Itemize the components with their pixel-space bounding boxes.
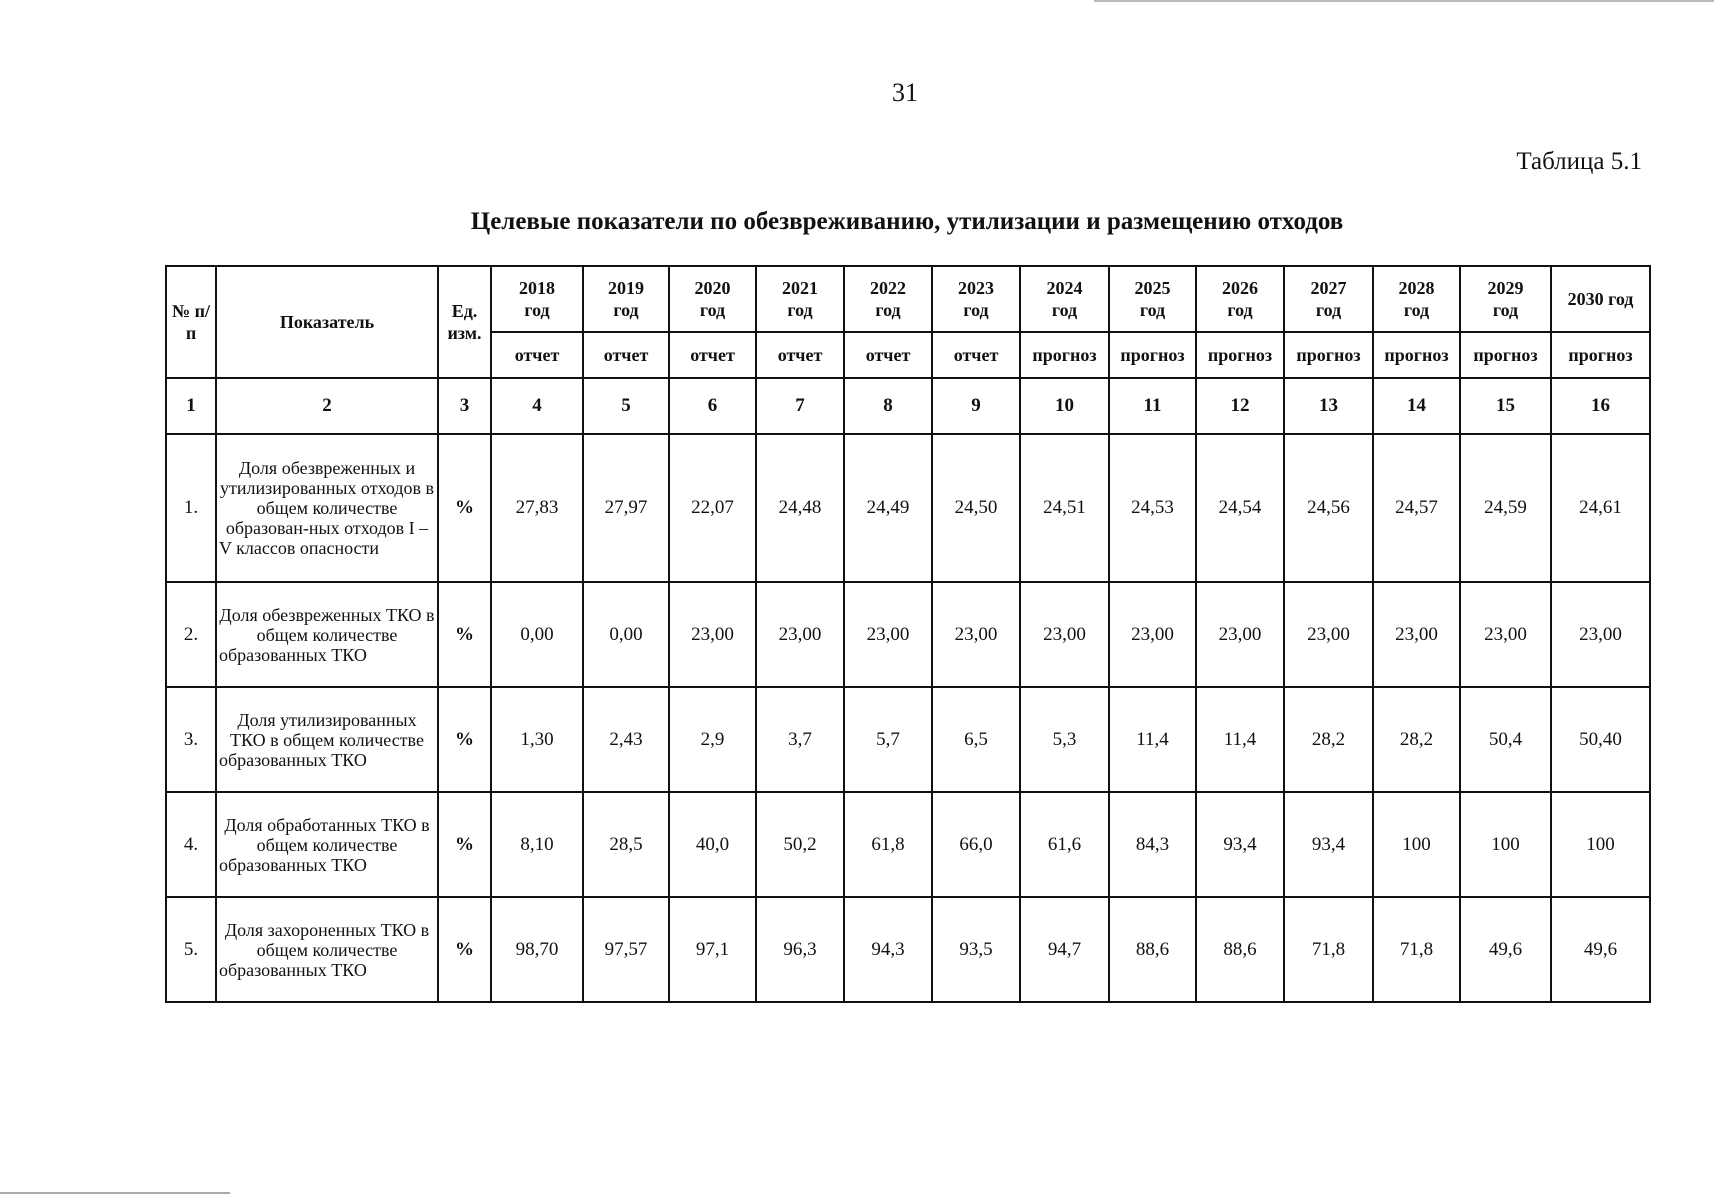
- header-year-type: отчет: [491, 332, 583, 378]
- value-cell: 23,00: [1284, 582, 1373, 687]
- column-number: 3: [438, 378, 491, 434]
- column-number: 8: [844, 378, 932, 434]
- header-year-type: прогноз: [1373, 332, 1460, 378]
- column-number: 16: [1551, 378, 1650, 434]
- value-cell: 24,54: [1196, 434, 1284, 582]
- value-cell: 3,7: [756, 687, 844, 792]
- value-cell: 71,8: [1284, 897, 1373, 1002]
- indicator-name: Доля обезвреженных ТКО в общем количестве образованных ТКО: [216, 582, 438, 687]
- value-cell: 27,97: [583, 434, 669, 582]
- header-year: 2024 год: [1020, 266, 1109, 332]
- header-year-type: отчет: [583, 332, 669, 378]
- scan-bottom-rule: [0, 1192, 230, 1194]
- value-cell: 28,2: [1373, 687, 1460, 792]
- column-number: 7: [756, 378, 844, 434]
- value-cell: 23,00: [932, 582, 1020, 687]
- header-indicator: Показатель: [216, 266, 438, 378]
- header-year: 2026 год: [1196, 266, 1284, 332]
- value-cell: 2,43: [583, 687, 669, 792]
- header-year-type: прогноз: [1284, 332, 1373, 378]
- value-cell: 24,53: [1109, 434, 1196, 582]
- value-cell: 2,9: [669, 687, 756, 792]
- row-number: 3.: [166, 687, 216, 792]
- value-cell: 84,3: [1109, 792, 1196, 897]
- column-number: 6: [669, 378, 756, 434]
- value-cell: 11,4: [1196, 687, 1284, 792]
- header-year: 2025 год: [1109, 266, 1196, 332]
- header-year-type: прогноз: [1551, 332, 1650, 378]
- indicator-name: Доля утилизированных ТКО в общем количестве образованных ТКО: [216, 687, 438, 792]
- value-cell: 23,00: [756, 582, 844, 687]
- header-unit: Ед. изм.: [438, 266, 491, 378]
- column-number: 2: [216, 378, 438, 434]
- indicator-name: Доля обработанных ТКО в общем количестве образованных ТКО: [216, 792, 438, 897]
- header-year: 2019 год: [583, 266, 669, 332]
- table-row: [166, 897, 1650, 1002]
- value-cell: 5,3: [1020, 687, 1109, 792]
- value-cell: 61,6: [1020, 792, 1109, 897]
- value-cell: 88,6: [1196, 897, 1284, 1002]
- value-cell: 97,1: [669, 897, 756, 1002]
- value-cell: 94,7: [1020, 897, 1109, 1002]
- table-row: [166, 434, 1650, 582]
- table-title: Целевые показатели по обезвреживанию, утилизации и размещению отходов: [470, 208, 1344, 235]
- header-year-type: прогноз: [1020, 332, 1109, 378]
- column-number: 15: [1460, 378, 1551, 434]
- value-cell: 96,3: [756, 897, 844, 1002]
- column-number: 4: [491, 378, 583, 434]
- column-number: 1: [166, 378, 216, 434]
- table-row: [166, 687, 1650, 792]
- indicator-name: Доля захороненных ТКО в общем количестве образованных ТКО: [216, 897, 438, 1002]
- header-year: 2027 год: [1284, 266, 1373, 332]
- value-cell: 98,70: [491, 897, 583, 1002]
- value-cell: 88,6: [1109, 897, 1196, 1002]
- table-row: [166, 582, 1650, 687]
- column-number: 5: [583, 378, 669, 434]
- value-cell: 61,8: [844, 792, 932, 897]
- value-cell: 40,0: [669, 792, 756, 897]
- header-year: 2022 год: [844, 266, 932, 332]
- column-number-row: [166, 378, 1650, 434]
- header-year-type: отчет: [756, 332, 844, 378]
- row-number: 2.: [166, 582, 216, 687]
- header-year: 2023 год: [932, 266, 1020, 332]
- value-cell: 24,48: [756, 434, 844, 582]
- value-cell: 5,7: [844, 687, 932, 792]
- value-cell: 97,57: [583, 897, 669, 1002]
- value-cell: 50,40: [1551, 687, 1650, 792]
- header-year-type: отчет: [844, 332, 932, 378]
- value-cell: 100: [1373, 792, 1460, 897]
- value-cell: 8,10: [491, 792, 583, 897]
- header-year-type: отчет: [932, 332, 1020, 378]
- value-cell: 71,8: [1373, 897, 1460, 1002]
- value-cell: 23,00: [669, 582, 756, 687]
- value-cell: 23,00: [1551, 582, 1650, 687]
- value-cell: 24,59: [1460, 434, 1551, 582]
- value-cell: 22,07: [669, 434, 756, 582]
- header-year: 2028 год: [1373, 266, 1460, 332]
- table-label: Таблица 5.1: [1516, 148, 1642, 175]
- value-cell: 23,00: [1460, 582, 1551, 687]
- column-number: 14: [1373, 378, 1460, 434]
- value-cell: 23,00: [1196, 582, 1284, 687]
- value-cell: 50,2: [756, 792, 844, 897]
- column-number: 11: [1109, 378, 1196, 434]
- value-cell: 49,6: [1551, 897, 1650, 1002]
- value-cell: 93,4: [1196, 792, 1284, 897]
- row-number: 1.: [166, 434, 216, 582]
- value-cell: 24,51: [1020, 434, 1109, 582]
- value-cell: 6,5: [932, 687, 1020, 792]
- table-row: [166, 792, 1650, 897]
- header-year: 2018 год: [491, 266, 583, 332]
- value-cell: 66,0: [932, 792, 1020, 897]
- value-cell: 24,50: [932, 434, 1020, 582]
- value-cell: 1,30: [491, 687, 583, 792]
- header-year-type: прогноз: [1460, 332, 1551, 378]
- value-cell: 23,00: [1109, 582, 1196, 687]
- value-cell: 23,00: [1020, 582, 1109, 687]
- value-cell: 24,57: [1373, 434, 1460, 582]
- value-cell: 23,00: [844, 582, 932, 687]
- value-cell: 93,5: [932, 897, 1020, 1002]
- header-year-type: прогноз: [1196, 332, 1284, 378]
- column-number: 9: [932, 378, 1020, 434]
- value-cell: 50,4: [1460, 687, 1551, 792]
- header-year-type: прогноз: [1109, 332, 1196, 378]
- header-year: 2029 год: [1460, 266, 1551, 332]
- unit-cell: %: [438, 687, 491, 792]
- header-year: 2020 год: [669, 266, 756, 332]
- header-row-years: [166, 266, 1650, 332]
- value-cell: 24,49: [844, 434, 932, 582]
- column-number: 12: [1196, 378, 1284, 434]
- value-cell: 0,00: [583, 582, 669, 687]
- value-cell: 11,4: [1109, 687, 1196, 792]
- column-number: 13: [1284, 378, 1373, 434]
- value-cell: 24,61: [1551, 434, 1650, 582]
- column-number: 10: [1020, 378, 1109, 434]
- value-cell: 28,5: [583, 792, 669, 897]
- unit-cell: %: [438, 792, 491, 897]
- value-cell: 94,3: [844, 897, 932, 1002]
- row-number: 5.: [166, 897, 216, 1002]
- value-cell: 49,6: [1460, 897, 1551, 1002]
- scan-top-rule: [1094, 0, 1714, 2]
- value-cell: 93,4: [1284, 792, 1373, 897]
- indicators-table: [165, 265, 1651, 1003]
- value-cell: 100: [1460, 792, 1551, 897]
- value-cell: 28,2: [1284, 687, 1373, 792]
- value-cell: 23,00: [1373, 582, 1460, 687]
- unit-cell: %: [438, 582, 491, 687]
- value-cell: 100: [1551, 792, 1650, 897]
- value-cell: 27,83: [491, 434, 583, 582]
- header-year: 2030 год: [1551, 266, 1650, 332]
- value-cell: 24,56: [1284, 434, 1373, 582]
- header-year-type: отчет: [669, 332, 756, 378]
- row-number: 4.: [166, 792, 216, 897]
- page-number: 31: [892, 78, 918, 107]
- header-num: № п/п: [166, 266, 216, 378]
- unit-cell: %: [438, 434, 491, 582]
- unit-cell: %: [438, 897, 491, 1002]
- indicator-name: Доля обезвреженных и утилизированных отходов в общем количестве образован-ных отходов I – V классов опасности: [216, 434, 438, 582]
- value-cell: 0,00: [491, 582, 583, 687]
- header-year: 2021 год: [756, 266, 844, 332]
